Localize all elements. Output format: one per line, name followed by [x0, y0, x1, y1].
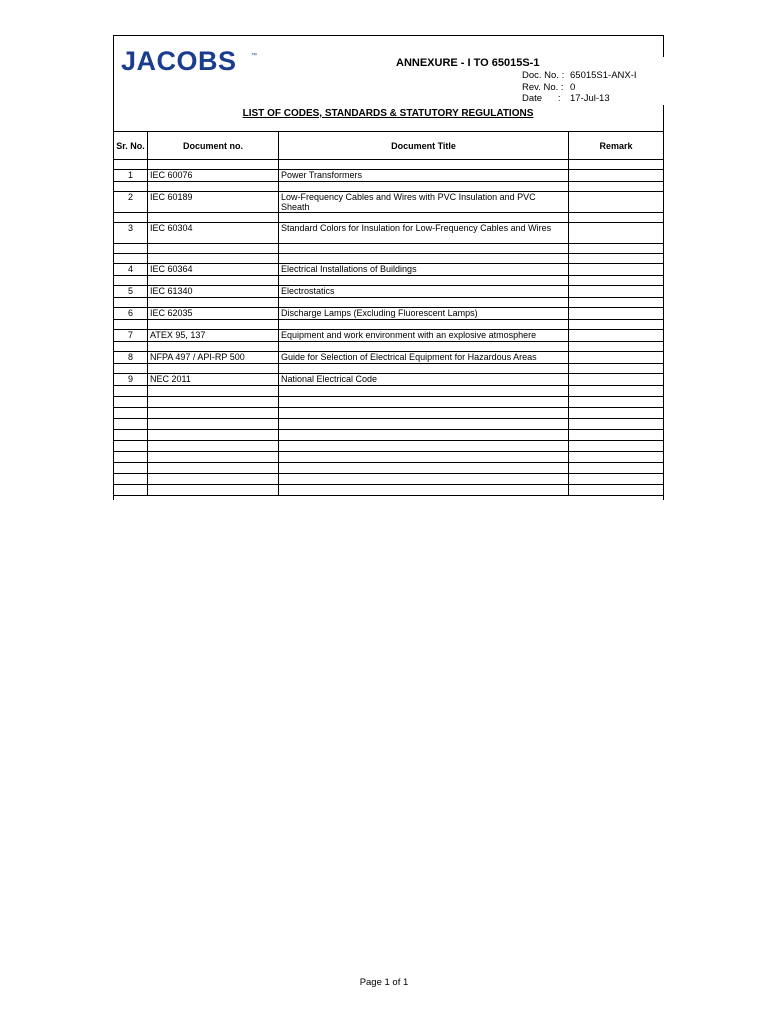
document-no-cell: IEC 62035	[148, 308, 279, 320]
table-row	[114, 374, 664, 386]
remark-cell	[569, 308, 664, 320]
sr-no-cell: 6	[114, 308, 148, 320]
spacer-row	[114, 213, 664, 223]
document-title-cell: Electrostatics	[279, 286, 569, 298]
spacer-row	[114, 276, 664, 286]
standards-table	[113, 131, 664, 496]
remark-cell	[569, 170, 664, 182]
spacer-row	[114, 244, 664, 254]
document-no-cell: IEC 60364	[148, 264, 279, 276]
column-header-remark: Remark	[569, 132, 664, 160]
document-title-cell: Equipment and work environment with an explosive atmosphere	[279, 330, 569, 342]
rev-no-value: 0	[570, 82, 576, 93]
table-row	[114, 264, 664, 276]
document-title-cell: Power Transformers	[279, 170, 569, 182]
sheet-border-right-top	[663, 35, 664, 57]
document-sheet	[113, 35, 664, 500]
empty-row	[114, 474, 664, 485]
remark-cell	[569, 330, 664, 342]
remark-cell	[569, 286, 664, 298]
remark-cell	[569, 223, 664, 244]
document-title-cell: Standard Colors for Insulation for Low-Frequency Cables and Wires	[279, 223, 569, 244]
empty-row	[114, 441, 664, 452]
remark-cell	[569, 374, 664, 386]
spacer-row	[114, 342, 664, 352]
document-title-cell: Discharge Lamps (Excluding Fluorescent Lamps)	[279, 308, 569, 320]
remark-cell	[569, 352, 664, 364]
document-title-cell: Electrical Installations of Buildings	[279, 264, 569, 276]
table-row	[114, 286, 664, 298]
sr-no-cell: 1	[114, 170, 148, 182]
doc-no-value: 65015S1-ANX-I	[570, 70, 637, 81]
spacer-row	[114, 182, 664, 192]
spacer-row	[114, 298, 664, 308]
empty-row	[114, 430, 664, 441]
spacer-row	[114, 254, 664, 264]
sr-no-cell: 2	[114, 192, 148, 213]
empty-row	[114, 419, 664, 430]
document-no-cell: IEC 61340	[148, 286, 279, 298]
sr-no-cell: 5	[114, 286, 148, 298]
spacer-row	[114, 160, 664, 170]
remark-cell	[569, 192, 664, 213]
document-no-cell: NFPA 497 / API-RP 500	[148, 352, 279, 364]
document-no-cell: IEC 60076	[148, 170, 279, 182]
column-header-document-title: Document Title	[279, 132, 569, 160]
empty-row	[114, 485, 664, 496]
empty-row	[114, 463, 664, 474]
table-row	[114, 308, 664, 320]
document-no-cell: IEC 60304	[148, 223, 279, 244]
spacer-row	[114, 320, 664, 330]
document-no-cell: IEC 60189	[148, 192, 279, 213]
document-title-cell: Low-Frequency Cables and Wires with PVC Insulation and PVC Sheath	[279, 192, 569, 213]
empty-row	[114, 397, 664, 408]
annexure-title: ANNEXURE - I TO 65015S-1	[396, 57, 540, 69]
page-number: Page 1 of 1	[359, 977, 409, 988]
sr-no-cell: 9	[114, 374, 148, 386]
spacer-row	[114, 364, 664, 374]
doc-no-label: Doc. No. :	[522, 70, 565, 81]
table-header-row	[114, 132, 664, 160]
sr-no-cell: 3	[114, 223, 148, 244]
column-header-document-no: Document no.	[148, 132, 279, 160]
table-row	[114, 330, 664, 342]
document-title-cell: Guide for Selection of Electrical Equipment for Hazardous Areas	[279, 352, 569, 364]
rev-no-label: Rev. No. :	[522, 82, 564, 93]
sheet-border-top	[113, 35, 663, 36]
table-row	[114, 352, 664, 364]
table-row	[114, 223, 664, 244]
remark-cell	[569, 264, 664, 276]
empty-row	[114, 452, 664, 463]
logo-trademark: ™	[251, 53, 257, 59]
column-header-sr-no: Sr. No.	[114, 132, 148, 160]
document-title-cell: National Electrical Code	[279, 374, 569, 386]
date-value: 17-Jul-13	[570, 93, 610, 104]
empty-row	[114, 408, 664, 419]
sr-no-cell: 4	[114, 264, 148, 276]
jacobs-logo: JACOBS	[121, 46, 237, 76]
empty-row	[114, 386, 664, 397]
list-title: LIST OF CODES, STANDARDS & STATUTORY REGULATIONS	[242, 108, 534, 119]
sr-no-cell: 8	[114, 352, 148, 364]
date-label: Date :	[522, 93, 561, 104]
sr-no-cell: 7	[114, 330, 148, 342]
table-row	[114, 170, 664, 182]
document-no-cell: ATEX 95, 137	[148, 330, 279, 342]
table-row	[114, 192, 664, 213]
document-no-cell: NEC 2011	[148, 374, 279, 386]
